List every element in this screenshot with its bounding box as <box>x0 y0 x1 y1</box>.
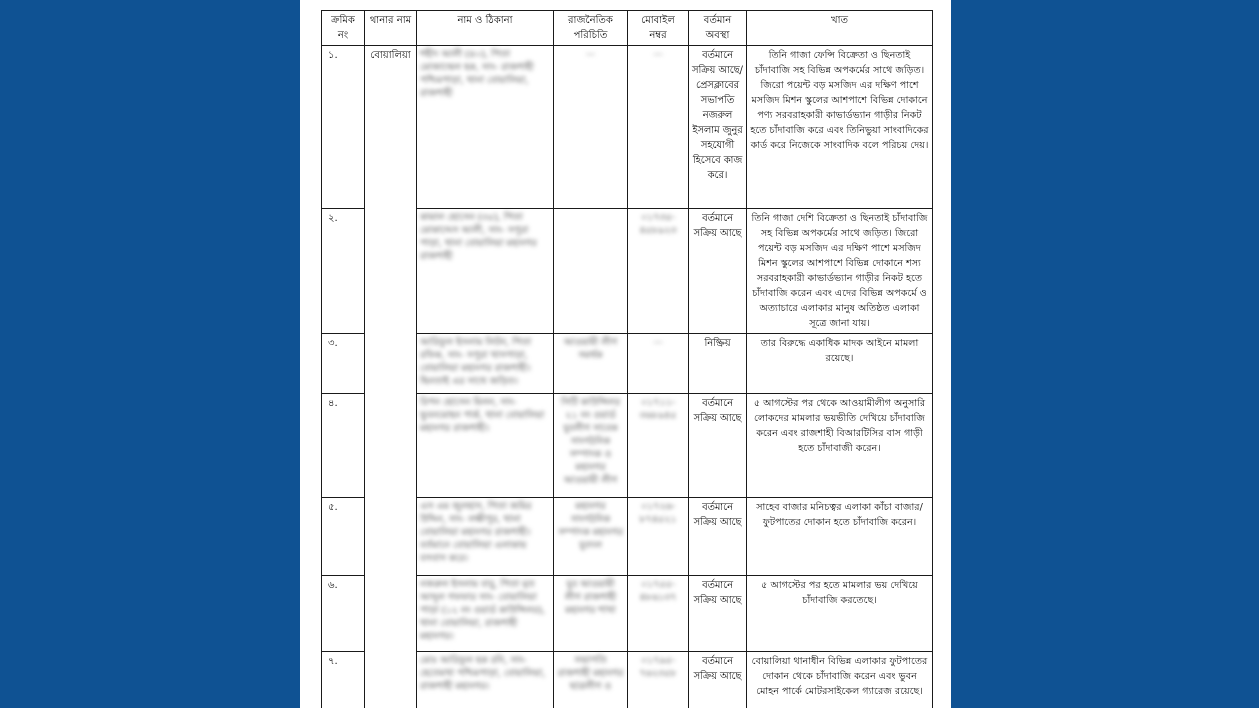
blurred-political: আওয়ামী লীগ সমর্থক <box>563 337 618 361</box>
cell-serial: ৫. <box>322 498 365 576</box>
cell-khat: বোয়ালিয়া থানাধীন বিভিন্ন এলাকার ফুটপাতের দোকান থেকে চাঁদাবাজি করেন এবং ভুবন মোহন পার্কে মোটরসাইকেল গ্যারেজ রয়েছে। <box>747 652 933 708</box>
blurred-political: সিটি কাউন্সিলর ২১ নং ওয়ার্ড যুবলীগ সাবেক সাংগঠনিক সম্পাদক ও মহানগর আওয়ামী লীগ <box>560 397 621 486</box>
cell-mobile <box>628 334 689 394</box>
blurred-name: এস এম জুলহাস, পিতা জমির উদ্দিন, সাং- লক্ষীপুর, থানা বোয়ালিয়া মহানগর রাজশাহী। বর্তমানে বোয়ালিয়া এলাকায় বসবাস করে। <box>420 501 532 564</box>
cell-political <box>554 334 628 394</box>
blurred-mobile: ০১৭২৬- ৮৭৪৫২১ <box>639 501 677 525</box>
cell-mobile <box>628 209 689 334</box>
cell-political <box>554 46 628 209</box>
cell-name <box>417 334 554 394</box>
cell-name <box>417 576 554 652</box>
blurred-political: মহানগর সাংগঠনিক সম্পাদক মহানগর যুবদল <box>558 501 623 551</box>
table-row <box>322 46 933 209</box>
cell-name <box>417 46 554 209</box>
cell-mobile <box>628 498 689 576</box>
header-thana: থানার নাম <box>365 11 417 46</box>
blurred-political: যুব আওয়ামী লীগ রাজশাহী মহানগর শাখা <box>564 579 617 616</box>
cell-name <box>417 209 554 334</box>
header-political: রাজনৈতিক পরিচিতি <box>554 11 628 46</box>
blurred-mobile: ০১৭১১- ৩৬৮৯৪৫ <box>639 397 677 421</box>
document-page <box>300 0 951 708</box>
blurred-mobile: — <box>653 49 663 60</box>
blurred-political: সভাপতি রাজশাহী মহানগর ছাত্রলীগ ও <box>557 655 624 692</box>
cell-status: নিষ্ক্রিয় <box>689 334 747 394</box>
cell-serial: ৪. <box>322 394 365 498</box>
cell-status: বর্তমানে সক্রিয় আছে <box>689 394 747 498</box>
cell-khat: সাহেব বাজার মনিচত্বর এলাকা কাঁচা বাজার/ফুটপাতের দোকান হতে চাঁদাবাজি করেন। <box>747 498 933 576</box>
blurred-name: শহীদ আলী (৪০), পিতা মোজাম্মেল হক, সাং- রাজশাহী পশ্চিমপাড়া, থানা বোয়ালিয়া, রাজশাহী <box>420 49 534 99</box>
cell-khat: তিনি গাজা ফেন্সি বিক্রেতা ও ছিনতাই চাঁদাবাজি সহ বিভিন্ন অপকর্মের সাথে জড়িত। জিরো পয়েন্ট বড় মসজিদ এর দক্ষিণ পাশে মসজিদ মিশন স্কুলের আশপাশে বিভিন্ন দোকানে পণ্য সরবরাহকারী কাভার্ডভ্যান গাড়ীর নিকট হতে চাঁদাবাজি করে এবং তিনিভুয়া সাংবাদিকের কার্ড করে নিজেকে সাংবাদিক বলে পরিচয় দেয়। <box>747 46 933 209</box>
cell-political <box>554 498 628 576</box>
cell-mobile <box>628 46 689 209</box>
header-khat: খাত <box>747 11 933 46</box>
cell-name <box>417 498 554 576</box>
cell-status: বর্তমানে সক্রিয় আছে <box>689 498 747 576</box>
cell-status: বর্তমানে সক্রিয় আছে <box>689 576 747 652</box>
cell-status: বর্তমানে সক্রিয় আছে <box>689 209 747 334</box>
cell-political <box>554 394 628 498</box>
table-header-row <box>322 11 933 46</box>
cell-khat: ৫ আগস্টের পর থেকে আওয়ামীলীগ অনুসারি লোকদের মামলার ভয়ভীতি দেখিয়ে চাঁদাবাজি করেন এবং রাজশাহী বিআরটিসির বাস গাড়ী হতে চাঁদাবাজী করেন। <box>747 394 933 498</box>
cell-mobile <box>628 394 689 498</box>
cell-political <box>554 576 628 652</box>
cell-political <box>554 652 628 708</box>
blurred-mobile: ০১৭৯৫- ৭৬২৩৫৮ <box>639 655 677 679</box>
cell-status: বর্তমানে সক্রিয় আছে <box>689 652 747 708</box>
header-mobile: মোবাইল নম্বর <box>628 11 689 46</box>
data-table <box>321 10 933 708</box>
cell-serial: ২. <box>322 209 365 334</box>
blurred-name: মোঃ আরিফুল হক রনি, সাং- হেতেমখা পশ্চিমপাড়া, বোয়ালিয়া, রাজশাহী মহানগর। <box>420 655 546 692</box>
cell-mobile <box>628 652 689 708</box>
cell-mobile <box>628 576 689 652</box>
cell-name <box>417 652 554 708</box>
blurred-name: রিপন হোসেন মিলন, সাং- ভুবনমোহন পার্ক, থানা বোয়ালিয়া মহানগর রাজশাহী। <box>420 397 545 434</box>
cell-thana: বোয়ালিয়া <box>365 46 417 708</box>
cell-status: বর্তমানে সক্রিয় আছে/ প্রেসক্লাবের সভাপতি নজরুল ইসলাম জুনুর সহযোগী হিসেবে কাজ করে। <box>689 46 747 209</box>
blurred-mobile: ০১৭৩৫- ৪৫৮৯২৩ <box>639 212 677 236</box>
cell-serial: ৬. <box>322 576 365 652</box>
cell-khat: ৫ আগস্টের পর হতে মামলার ভয় দেখিয়ে চাঁদাবাজি করতেছে। <box>747 576 933 652</box>
cell-political <box>554 209 628 334</box>
blurred-mobile: — <box>653 337 663 348</box>
cell-khat: তার বিরুদ্ধে একাধিক মাদক আইনে মামলা রয়েছে। <box>747 334 933 394</box>
blurred-name: নজরুল ইসলাম বাবু, পিতা মৃত আব্দুল গফফার সাং- বোয়ালিয়া পাড়া (১২ নং ওয়ার্ড কাউন্সিলর), থানা বোয়ালিয়া, রাজশাহী মহানগর। <box>420 579 545 642</box>
header-serial: ক্রমিক নং <box>322 11 365 46</box>
cell-serial: ৩. <box>322 334 365 394</box>
header-name: নাম ও ঠিকানা <box>417 11 554 46</box>
blurred-name: কামাল হোসেন (৩৫), পিতা মোকাদ্দেস আলী, সাং- সপুরা পাড়া, থানা বোয়ালিয়া মহানগর রাজশাহী <box>420 212 537 262</box>
cell-khat: তিনি গাজা দেশি বিক্রেতা ও ছিনতাই চাঁদাবাজি সহ বিভিন্ন অপকর্মের সাথে জড়িত। জিরো পয়েন্ট বড় মসজিদ এর দক্ষিণ পাশে মসজিদ মিশন স্কুলের আশপাশে বিভিন্ন দোকানে শস্য সরবরাহকারী কাভার্ডভ্যান গাড়ীর নিকট হতে চাঁদাবাজি করেন এবং এদের বিভিন্ন অপকর্মে ও অত্যাচারে এলাকার মানুষ অতিষ্ঠত এলাকা সূত্রে জানা যায়। <box>747 209 933 334</box>
cell-name <box>417 394 554 498</box>
cell-serial: ৭. <box>322 652 365 708</box>
blurred-name: আরিফুল ইসলাম লিটন, পিতা রফিক, সাং- সপুরা খাসপাড়া, বোয়ালিয়া মহানগর রাজশাহী। ছিনতাই এর সাথে জড়িত। <box>420 337 532 387</box>
header-status: বর্তমান অবস্থা <box>689 11 747 46</box>
blurred-political: — <box>585 49 596 60</box>
blurred-mobile: ০১৭৫৫- ৪৮৬১৩৭ <box>639 579 677 603</box>
cell-serial: ১. <box>322 46 365 209</box>
